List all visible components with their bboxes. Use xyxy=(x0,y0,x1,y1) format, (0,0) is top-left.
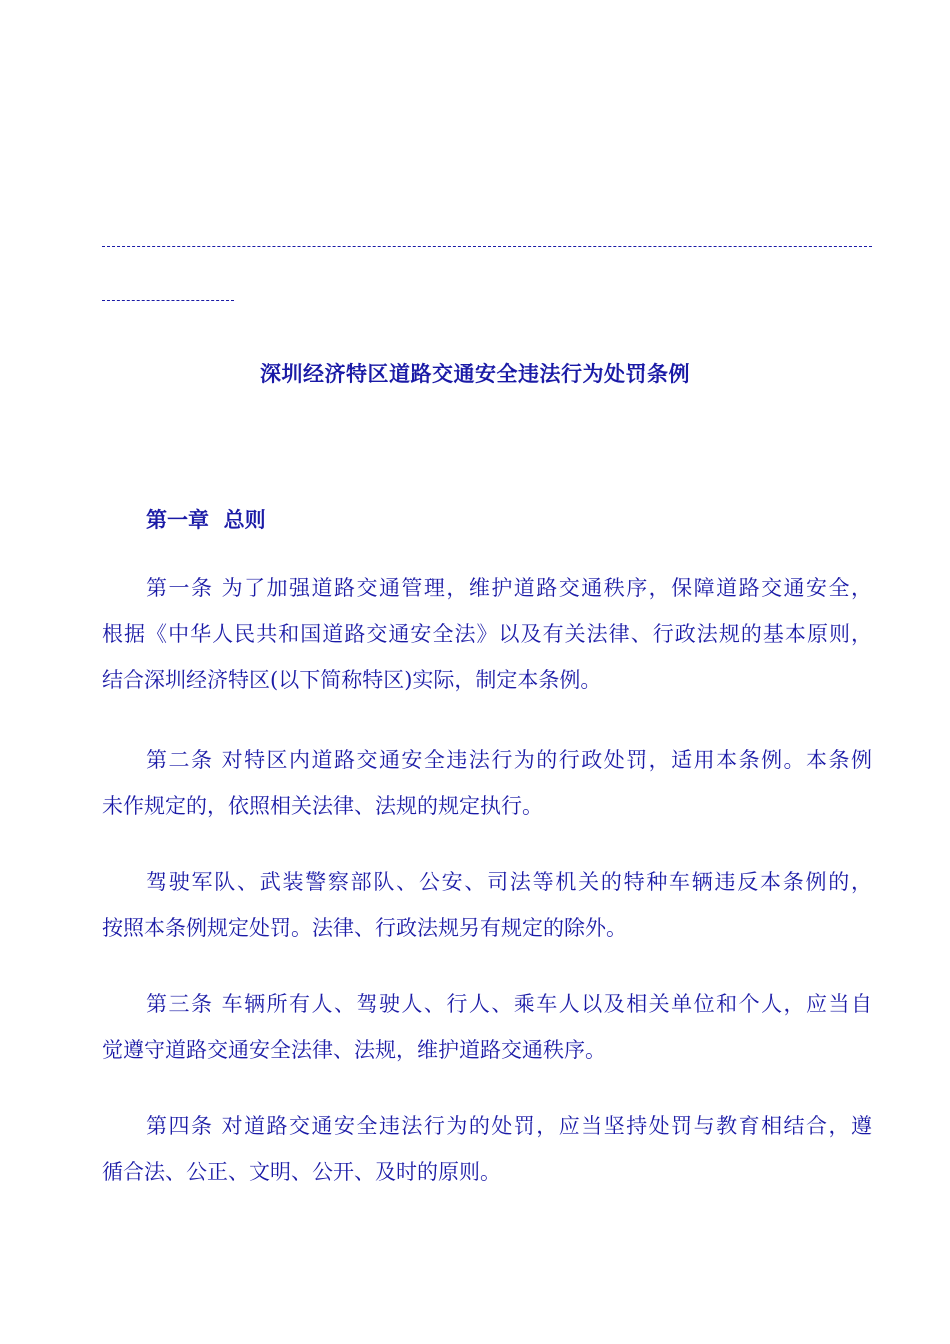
separator-dashed-line-continuation xyxy=(102,300,234,301)
paragraph-line: 觉遵守道路交通安全法律、法规，维护道路交通秩序。 xyxy=(102,1038,606,1062)
paragraph-line: 驾驶军队、武装警察部队、公安、司法等机关的特种车辆违反本条例的， xyxy=(146,870,872,894)
paragraph-line: 第四条 对道路交通安全违法行为的处罚，应当坚持处罚与教育相结合，遵 xyxy=(146,1114,872,1138)
article-2-paragraph xyxy=(102,737,872,829)
paragraph-line: 第一条 为了加强道路交通管理，维护道路交通秩序，保障道路交通安全， xyxy=(146,576,872,600)
chapter-heading: 第一章 总则 xyxy=(146,507,266,532)
article-3-paragraph xyxy=(102,981,872,1073)
paragraph-line: 未作规定的，依照相关法律、法规的规定执行。 xyxy=(102,794,543,818)
article-4-paragraph xyxy=(102,1103,872,1195)
paragraph-line: 按照本条例规定处罚。法律、行政法规另有规定的除外。 xyxy=(102,916,627,940)
paragraph-line: 循合法、公正、文明、公开、及时的原则。 xyxy=(102,1160,501,1184)
document-title: 深圳经济特区道路交通安全违法行为处罚条例 xyxy=(260,361,690,386)
separator-dashed-line xyxy=(102,246,872,247)
article-2-clause-paragraph xyxy=(102,859,872,951)
paragraph-line: 第三条 车辆所有人、驾驶人、行人、乘车人以及相关单位和个人，应当自 xyxy=(146,992,872,1016)
paragraph-line: 第二条 对特区内道路交通安全违法行为的行政处罚，适用本条例。本条例 xyxy=(146,748,872,772)
paragraph-line: 根据《中华人民共和国道路交通安全法》以及有关法律、行政法规的基本原则， xyxy=(102,622,872,646)
article-1-paragraph xyxy=(102,565,872,703)
paragraph-line: 结合深圳经济特区(以下简称特区)实际，制定本条例。 xyxy=(102,668,602,692)
